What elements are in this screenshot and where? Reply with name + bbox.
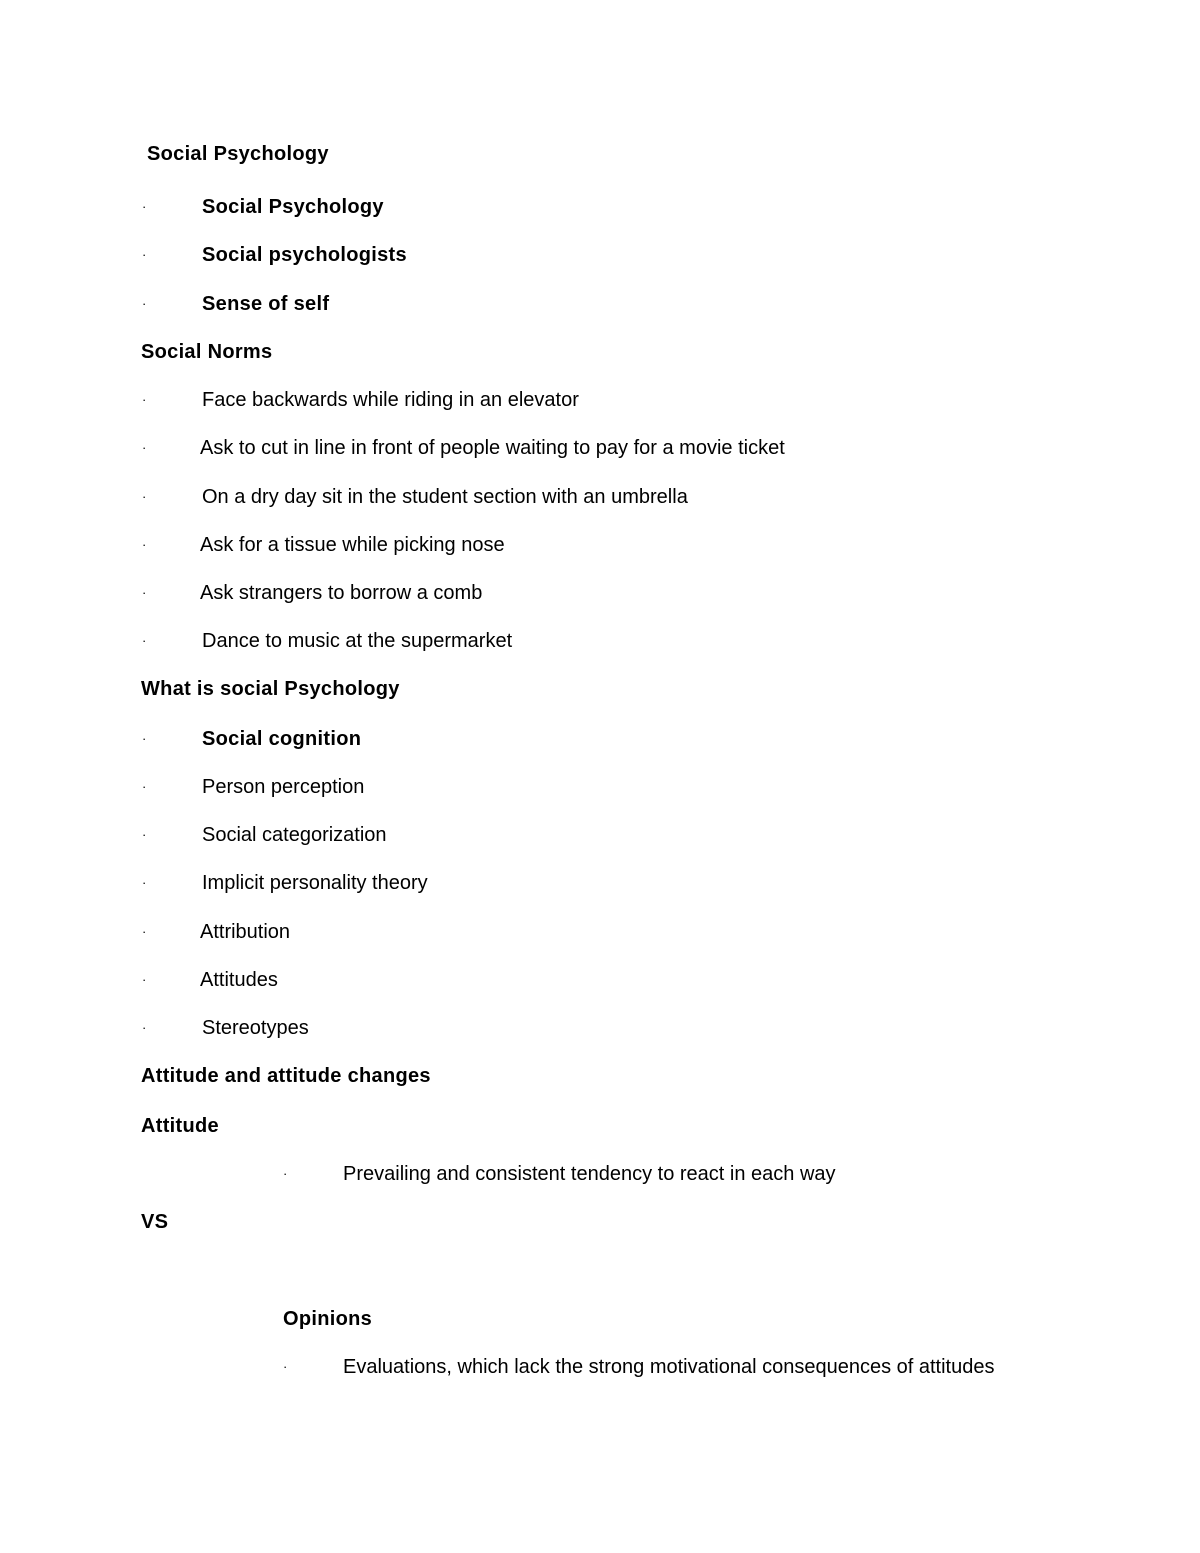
bullet-icon: · [142, 731, 147, 746]
bullet-icon: · [142, 489, 147, 504]
list-item: Stereotypes [202, 1017, 309, 1039]
list-item: Ask strangers to borrow a comb [200, 582, 483, 604]
list-item: Attitudes [200, 969, 278, 991]
list-item: Person perception [202, 776, 365, 798]
list-item: On a dry day sit in the student section with an umbrella [202, 486, 688, 508]
section-heading-attitude-changes: Attitude and attitude changes [141, 1065, 431, 1087]
vs-label: VS [141, 1211, 169, 1233]
bullet-icon: · [142, 585, 147, 600]
opinions-label: Opinions [283, 1308, 373, 1330]
section-heading-what-is: What is social Psychology [141, 678, 400, 700]
bullet-icon: · [142, 440, 147, 455]
intro-item: Sense of self [202, 293, 330, 315]
bullet-icon: · [142, 972, 147, 987]
bullet-icon: · [142, 875, 147, 890]
attitude-label: Attitude [141, 1115, 219, 1137]
bullet-icon: · [142, 296, 147, 311]
intro-item: Social psychologists [202, 244, 407, 266]
bullet-icon: · [142, 924, 147, 939]
list-item-bold: Social cognition [202, 728, 362, 750]
bullet-icon: · [142, 199, 147, 214]
intro-item: Social Psychology [202, 196, 384, 218]
bullet-icon: · [142, 392, 147, 407]
list-item: Implicit personality theory [202, 872, 428, 894]
document-title: Social Psychology [147, 143, 329, 165]
bullet-icon: · [142, 827, 147, 842]
list-item: Social categorization [202, 824, 387, 846]
list-item: Face backwards while riding in an elevator [202, 389, 579, 411]
list-item: Ask to cut in line in front of people waiting to pay for a movie ticket [200, 437, 785, 459]
bullet-icon: · [142, 779, 147, 794]
list-item: Attribution [200, 921, 291, 943]
opinions-definition: Evaluations, which lack the strong motivational consequences of attitudes [343, 1356, 995, 1378]
section-heading-social-norms: Social Norms [141, 341, 273, 363]
list-item: Dance to music at the supermarket [202, 630, 513, 652]
bullet-icon: · [142, 633, 147, 648]
bullet-icon: · [283, 1166, 288, 1181]
bullet-icon: · [142, 537, 147, 552]
bullet-icon: · [142, 247, 147, 262]
list-item: Ask for a tissue while picking nose [200, 534, 505, 556]
bullet-icon: · [283, 1359, 288, 1374]
bullet-icon: · [142, 1020, 147, 1035]
attitude-definition: Prevailing and consistent tendency to react in each way [343, 1163, 836, 1185]
